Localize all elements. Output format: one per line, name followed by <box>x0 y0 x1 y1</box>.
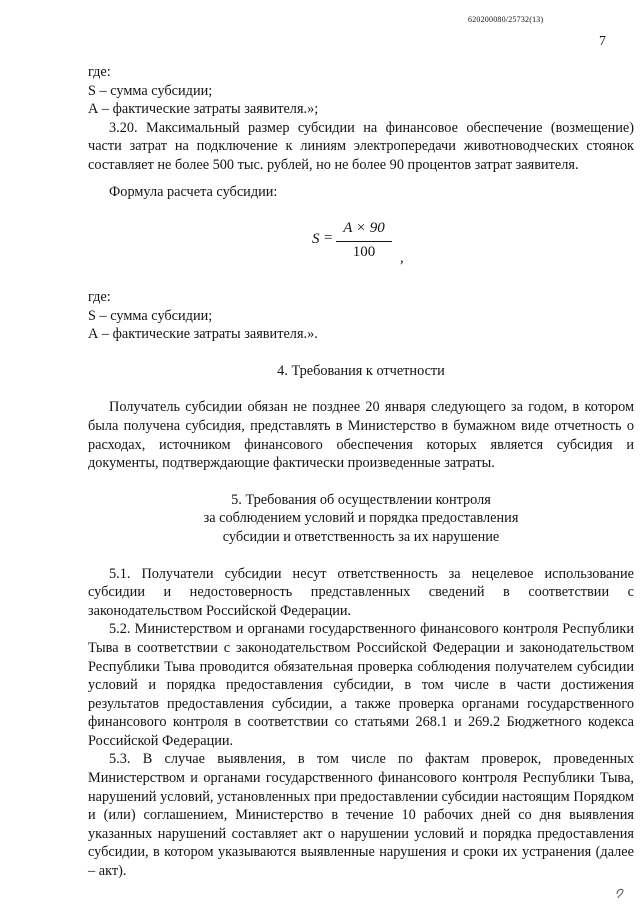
section-5-title-line1: 5. Требования об осуществлении контроля <box>231 491 491 508</box>
a-definition: А – фактические затраты заявителя.»; <box>88 101 319 118</box>
where-label-2: где: <box>88 289 111 305</box>
text-block-top <box>88 63 634 201</box>
section-4-title: 4. Требования к отчетности <box>277 362 445 379</box>
document-id: 620200080/25732(13) <box>468 15 544 24</box>
paragraph-5-2: 5.2. Министерством и органами государственного финансового контроля Республики Тыва в соответствии с законодательством Российской Федерации и законодательством Республики Тыва проводится обязательная проверка соблюдения получателем субсидии условий и порядка предоставления субсидии, в том числе в части достижения результатов предоставления субсидии, а также проверка органами государственного финансового контроля в соответствии со статьями 268.1 и 269.2 Бюджетного кодекса Российской Федерации. <box>88 621 634 749</box>
formula-denominator: 100 <box>352 244 376 260</box>
paragraph-5-1: 5.1. Получатели субсидии несут ответственность за нецелевое использование субсидии и недостоверность представленных сведений в соответствии с законодательством Российской Федерации. <box>88 565 634 619</box>
s-definition-2: S – сумма субсидии; <box>88 307 213 324</box>
subsidy-formula <box>312 220 432 270</box>
formula-numerator: A × 90 <box>343 220 385 236</box>
where-label: где: <box>88 64 111 80</box>
formula-lhs: S <box>312 231 320 247</box>
item-3-20: 3.20. Максимальный размер субсидии на финансовое обеспечение (возмещение) части затрат на подключение к линиям электропередачи животноводческих стоянок составляет не более 500 тыс. рублей, но не более 90 процентов затрат заявителя. <box>88 119 634 173</box>
paragraph-5-3: 5.3. В случае выявления, в том числе по фактам проверок, проведенных Министерством и органами государственного финансового контроля Республики Тыва, нарушений условий, установленных при предоставлении субсидии настоящим Порядком и (или) соглашением, Министерство в течение 10 рабочих дней со дня выявления указанных нарушений составляет акт о нарушении условий и порядка предоставления субсидии, в котором указываются выявленные нарушения и сроки их устранения (далее – акт). <box>88 751 634 880</box>
formula-comma: , <box>400 250 404 266</box>
corner-mark-icon <box>614 885 626 899</box>
section-5-title-line3: субсидии и ответственность за их нарушение <box>222 528 500 545</box>
text-block-bottom <box>88 288 634 881</box>
a-definition-2: А – фактические затраты заявителя.». <box>88 326 318 343</box>
formula-equals: = <box>324 230 333 246</box>
section-4-text: Получатель субсидии обязан не позднее 20 января следующего за годом, в котором была получена субсидия, представлять в Министерство в бумажном виде отчетность о расходах, источником финансового обеспечения которых является субсидия и документы, подтверждающие фактически произведенные затраты. <box>88 399 634 472</box>
page-number: 7 <box>599 34 606 49</box>
formula-label: Формула расчета субсидии: <box>109 183 278 200</box>
section-5-title-line2: за соблюдением условий и порядка предоставления <box>203 510 519 527</box>
s-definition: S – сумма субсидии; <box>88 82 213 99</box>
fraction-bar <box>336 241 392 242</box>
